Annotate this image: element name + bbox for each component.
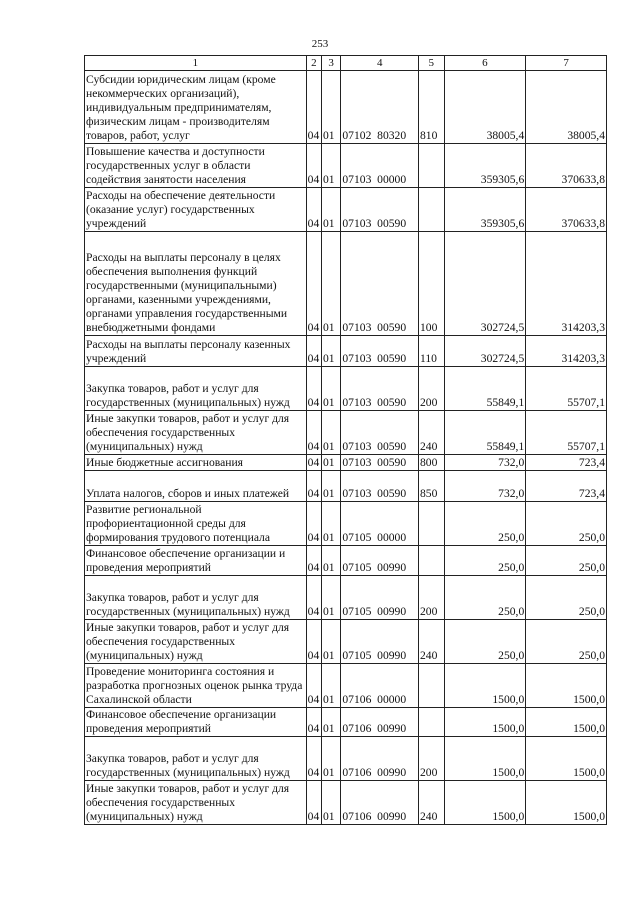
- row-section-cell: 04: [306, 664, 321, 708]
- row-amount-col7-cell: 370633,8: [526, 144, 607, 188]
- table-row: [85, 471, 607, 502]
- row-target-code-cell: 07103 00590: [341, 232, 419, 336]
- row-section-cell: 04: [306, 471, 321, 502]
- row-expense-type-cell: 800: [419, 455, 445, 471]
- row-name-cell: Повышение качества и доступности государственных услуг в области содействия занятости населения: [85, 144, 307, 188]
- row-section-cell: 04: [306, 232, 321, 336]
- row-expense-type-cell: [419, 188, 445, 232]
- row-subsection-cell: 01: [321, 455, 340, 471]
- row-target-code-cell: 07102 80320: [341, 71, 419, 144]
- row-name-cell: Субсидии юридическим лицам (кроме некоммерческих организаций), индивидуальным предпринимателям, физическим лицам - производителям товаров, работ, услуг: [85, 71, 307, 144]
- row-name-cell: Развитие региональной профориентационной среды для формирования трудового потенциала: [85, 502, 307, 546]
- row-name-cell: Финансовое обеспечение организации проведения мероприятий: [85, 708, 307, 737]
- table-row: [85, 232, 607, 336]
- row-amount-col7-cell: 250,0: [526, 502, 607, 546]
- header-row: [85, 56, 607, 71]
- row-amount-col6-cell: 302724,5: [444, 336, 526, 367]
- row-target-code-cell: 07106 00990: [341, 781, 419, 825]
- row-name-cell: Закупка товаров, работ и услуг для государственных (муниципальных) нужд: [85, 737, 307, 781]
- row-section-cell: 04: [306, 71, 321, 144]
- row-name-cell: Финансовое обеспечение организации и проведения мероприятий: [85, 546, 307, 576]
- row-subsection-cell: 01: [321, 502, 340, 546]
- table-row: [85, 336, 607, 367]
- row-subsection-cell: 01: [321, 232, 340, 336]
- budget-table: [84, 55, 607, 825]
- row-target-code-cell: 07103 00590: [341, 336, 419, 367]
- row-subsection-cell: 01: [321, 471, 340, 502]
- header-cell-6: 6: [444, 56, 526, 71]
- table-row: [85, 620, 607, 664]
- row-target-code-cell: 07105 00990: [341, 620, 419, 664]
- header-cell-7: 7: [526, 56, 607, 71]
- row-name-cell: Иные закупки товаров, работ и услуг для обеспечения государственных (муниципальных) нужд: [85, 620, 307, 664]
- row-target-code-cell: 07105 00990: [341, 546, 419, 576]
- row-amount-col7-cell: 250,0: [526, 576, 607, 620]
- row-subsection-cell: 01: [321, 708, 340, 737]
- row-expense-type-cell: 200: [419, 576, 445, 620]
- row-expense-type-cell: [419, 708, 445, 737]
- row-amount-col6-cell: 38005,4: [444, 71, 526, 144]
- row-amount-col6-cell: 250,0: [444, 576, 526, 620]
- row-amount-col7-cell: 370633,8: [526, 188, 607, 232]
- row-amount-col7-cell: 1500,0: [526, 708, 607, 737]
- table-row: [85, 664, 607, 708]
- row-amount-col6-cell: 732,0: [444, 455, 526, 471]
- row-amount-col7-cell: 55707,1: [526, 367, 607, 411]
- header-cell-3: 3: [321, 56, 340, 71]
- row-subsection-cell: 01: [321, 188, 340, 232]
- row-amount-col6-cell: 250,0: [444, 502, 526, 546]
- row-expense-type-cell: 810: [419, 71, 445, 144]
- row-amount-col6-cell: 250,0: [444, 546, 526, 576]
- row-section-cell: 04: [306, 708, 321, 737]
- table-row: [85, 144, 607, 188]
- row-section-cell: 04: [306, 620, 321, 664]
- row-name-cell: Уплата налогов, сборов и иных платежей: [85, 471, 307, 502]
- header-cell-4: 4: [341, 56, 419, 71]
- row-expense-type-cell: [419, 546, 445, 576]
- row-name-cell: Расходы на выплаты персоналу в целях обеспечения выполнения функций государственными (муниципальными) органами, казенными учреждениями, органами управления государственными внебюджетными фондами: [85, 232, 307, 336]
- row-target-code-cell: 07106 00990: [341, 737, 419, 781]
- table-row: [85, 367, 607, 411]
- table-row: [85, 576, 607, 620]
- row-amount-col7-cell: 250,0: [526, 620, 607, 664]
- row-subsection-cell: 01: [321, 144, 340, 188]
- row-amount-col6-cell: 359305,6: [444, 188, 526, 232]
- header-cell-2: 2: [306, 56, 321, 71]
- row-target-code-cell: 07106 00990: [341, 708, 419, 737]
- header-cell-1: 1: [85, 56, 307, 71]
- row-amount-col7-cell: 55707,1: [526, 411, 607, 455]
- row-target-code-cell: 07105 00990: [341, 576, 419, 620]
- row-expense-type-cell: [419, 144, 445, 188]
- row-amount-col6-cell: 359305,6: [444, 144, 526, 188]
- row-amount-col7-cell: 314203,3: [526, 336, 607, 367]
- row-target-code-cell: 07103 00590: [341, 455, 419, 471]
- row-target-code-cell: 07106 00000: [341, 664, 419, 708]
- row-amount-col6-cell: 302724,5: [444, 232, 526, 336]
- row-section-cell: 04: [306, 367, 321, 411]
- row-section-cell: 04: [306, 455, 321, 471]
- row-expense-type-cell: 240: [419, 411, 445, 455]
- row-amount-col7-cell: 1500,0: [526, 737, 607, 781]
- row-amount-col7-cell: 38005,4: [526, 71, 607, 144]
- row-subsection-cell: 01: [321, 336, 340, 367]
- row-subsection-cell: 01: [321, 620, 340, 664]
- row-expense-type-cell: 100: [419, 232, 445, 336]
- row-amount-col6-cell: 1500,0: [444, 737, 526, 781]
- row-amount-col7-cell: 1500,0: [526, 781, 607, 825]
- row-section-cell: 04: [306, 188, 321, 232]
- row-amount-col6-cell: 732,0: [444, 471, 526, 502]
- row-expense-type-cell: [419, 502, 445, 546]
- row-target-code-cell: 07103 00000: [341, 144, 419, 188]
- row-target-code-cell: 07103 00590: [341, 188, 419, 232]
- table-row: [85, 502, 607, 546]
- row-subsection-cell: 01: [321, 411, 340, 455]
- row-subsection-cell: 01: [321, 576, 340, 620]
- row-expense-type-cell: 240: [419, 620, 445, 664]
- table-row: [85, 71, 607, 144]
- row-expense-type-cell: [419, 664, 445, 708]
- table-row: [85, 455, 607, 471]
- table-row: [85, 737, 607, 781]
- row-subsection-cell: 01: [321, 367, 340, 411]
- row-target-code-cell: 07103 00590: [341, 411, 419, 455]
- row-amount-col6-cell: 1500,0: [444, 664, 526, 708]
- table-row: [85, 546, 607, 576]
- row-section-cell: 04: [306, 411, 321, 455]
- row-amount-col7-cell: 250,0: [526, 546, 607, 576]
- row-name-cell: Расходы на обеспечение деятельности (оказание услуг) государственных учреждений: [85, 188, 307, 232]
- row-section-cell: 04: [306, 336, 321, 367]
- row-expense-type-cell: 240: [419, 781, 445, 825]
- row-subsection-cell: 01: [321, 781, 340, 825]
- row-amount-col7-cell: 723,4: [526, 471, 607, 502]
- row-amount-col6-cell: 55849,1: [444, 411, 526, 455]
- row-name-cell: Проведение мониторинга состояния и разработка прогнозных оценок рынка труда Сахалинской области: [85, 664, 307, 708]
- row-subsection-cell: 01: [321, 737, 340, 781]
- row-section-cell: 04: [306, 576, 321, 620]
- row-expense-type-cell: 200: [419, 737, 445, 781]
- row-target-code-cell: 07105 00000: [341, 502, 419, 546]
- page-number: 253: [311, 38, 329, 50]
- row-target-code-cell: 07103 00590: [341, 367, 419, 411]
- header-cell-5: 5: [419, 56, 445, 71]
- row-section-cell: 04: [306, 737, 321, 781]
- row-expense-type-cell: 110: [419, 336, 445, 367]
- row-expense-type-cell: 200: [419, 367, 445, 411]
- row-amount-col7-cell: 1500,0: [526, 664, 607, 708]
- row-name-cell: Иные закупки товаров, работ и услуг для обеспечения государственных (муниципальных) нужд: [85, 781, 307, 825]
- row-subsection-cell: 01: [321, 664, 340, 708]
- row-amount-col6-cell: 55849,1: [444, 367, 526, 411]
- table-row: [85, 781, 607, 825]
- row-name-cell: Закупка товаров, работ и услуг для государственных (муниципальных) нужд: [85, 576, 307, 620]
- row-amount-col7-cell: 314203,3: [526, 232, 607, 336]
- row-amount-col7-cell: 723,4: [526, 455, 607, 471]
- table-row: [85, 411, 607, 455]
- table-row: [85, 188, 607, 232]
- row-expense-type-cell: 850: [419, 471, 445, 502]
- row-section-cell: 04: [306, 781, 321, 825]
- row-section-cell: 04: [306, 502, 321, 546]
- row-name-cell: Расходы на выплаты персоналу казенных учреждений: [85, 336, 307, 367]
- row-amount-col6-cell: 1500,0: [444, 708, 526, 737]
- row-name-cell: Иные бюджетные ассигнования: [85, 455, 307, 471]
- table-row: [85, 708, 607, 737]
- row-target-code-cell: 07103 00590: [341, 471, 419, 502]
- row-amount-col6-cell: 1500,0: [444, 781, 526, 825]
- row-name-cell: Закупка товаров, работ и услуг для государственных (муниципальных) нужд: [85, 367, 307, 411]
- row-subsection-cell: 01: [321, 546, 340, 576]
- row-section-cell: 04: [306, 546, 321, 576]
- row-name-cell: Иные закупки товаров, работ и услуг для обеспечения государственных (муниципальных) нужд: [85, 411, 307, 455]
- row-subsection-cell: 01: [321, 71, 340, 144]
- row-amount-col6-cell: 250,0: [444, 620, 526, 664]
- row-section-cell: 04: [306, 144, 321, 188]
